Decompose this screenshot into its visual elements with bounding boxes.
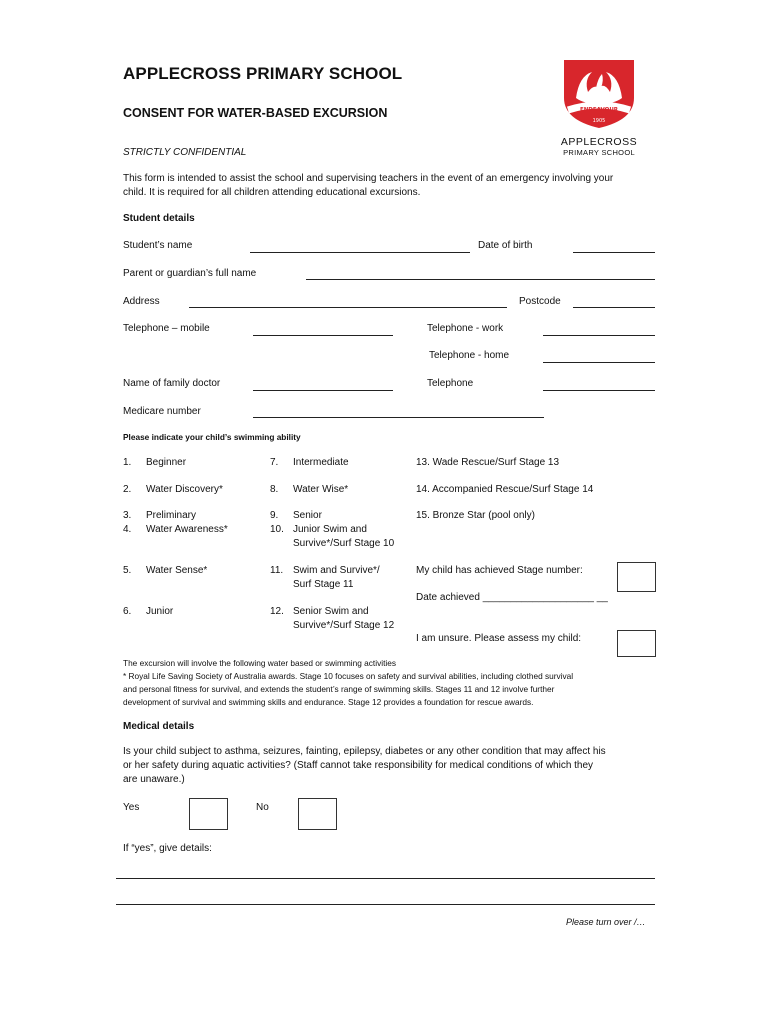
swim-option-swim-survive[interactable]: Swim and Survive*/ bbox=[293, 565, 380, 576]
tel-work-label: Telephone - work bbox=[427, 323, 504, 334]
no-label: No bbox=[256, 802, 269, 813]
turn-over-note: Please turn over /… bbox=[566, 917, 646, 927]
doctor-telephone-field[interactable] bbox=[543, 390, 655, 391]
logo-year: 1905 bbox=[592, 118, 606, 124]
postcode-field[interactable] bbox=[573, 307, 655, 308]
doctor-field[interactable] bbox=[253, 390, 393, 391]
intro-line-1: This form is intended to assist the school and supervising teachers in the event of an emergency involving your bbox=[123, 173, 614, 184]
unsure-box[interactable] bbox=[617, 630, 656, 657]
postcode-label: Postcode bbox=[519, 296, 561, 307]
notes-line-2: * Royal Life Saving Society of Australia awards. Stage 10 focuses on safety and survival abilities, including clothed survival bbox=[123, 671, 574, 681]
swim-num: 1. bbox=[123, 457, 132, 468]
doctor-label: Name of family doctor bbox=[123, 378, 221, 389]
school-name: APPLECROSS PRIMARY SCHOOL bbox=[123, 64, 403, 83]
details-line-2[interactable] bbox=[116, 904, 655, 905]
stage-number-box[interactable] bbox=[617, 562, 656, 592]
dob-label: Date of birth bbox=[478, 240, 533, 251]
tel-mobile-label: Telephone – mobile bbox=[123, 323, 210, 334]
swim-num: 9. bbox=[270, 510, 279, 521]
medicare-label: Medicare number bbox=[123, 406, 201, 417]
student-name-field[interactable] bbox=[250, 252, 470, 253]
details-label: If “yes”, give details: bbox=[123, 843, 212, 854]
swim-num: 10. bbox=[270, 524, 284, 535]
parent-name-field[interactable] bbox=[306, 279, 655, 280]
no-checkbox[interactable] bbox=[298, 798, 337, 830]
intro-line-2: child. It is required for all children attending educational excursions. bbox=[123, 187, 421, 198]
medical-heading: Medical details bbox=[123, 721, 195, 732]
swim-option-intermediate[interactable]: Intermediate bbox=[293, 457, 349, 468]
medicare-field[interactable] bbox=[253, 417, 544, 418]
address-field[interactable] bbox=[189, 307, 507, 308]
medical-question-1: Is your child subject to asthma, seizures, fainting, epilepsy, diabetes or any other condition that may affect his bbox=[123, 746, 606, 757]
tel-mobile-field[interactable] bbox=[253, 335, 393, 336]
student-details-heading: Student details bbox=[123, 213, 195, 224]
swim-num: 3. bbox=[123, 510, 132, 521]
parent-name-label: Parent or guardian’s full name bbox=[123, 268, 257, 279]
swim-option-senior-swim[interactable]: Senior Swim and bbox=[293, 606, 369, 617]
swim-num: 8. bbox=[270, 484, 279, 495]
swim-num: 7. bbox=[270, 457, 279, 468]
unsure-label: I am unsure. Please assess my child: bbox=[416, 633, 582, 644]
dob-field[interactable] bbox=[573, 252, 655, 253]
tel-work-field[interactable] bbox=[543, 335, 655, 336]
confidential-label: STRICTLY CONFIDENTIAL bbox=[123, 147, 247, 158]
swim-option-swim-survive-cont: Surf Stage 11 bbox=[293, 579, 354, 590]
medical-question-3: are unaware.) bbox=[123, 774, 185, 785]
crest-icon bbox=[554, 58, 644, 130]
swim-option-water-sense[interactable]: Water Sense* bbox=[146, 565, 208, 576]
swim-option-preliminary[interactable]: Preliminary bbox=[146, 510, 197, 521]
notes-line-1: The excursion will involve the following water based or swimming activities bbox=[123, 658, 396, 668]
student-name-label: Student’s name bbox=[123, 240, 193, 251]
form-title: CONSENT FOR WATER-BASED EXCURSION bbox=[123, 106, 388, 120]
doctor-telephone-label: Telephone bbox=[427, 378, 474, 389]
logo-name-line1: APPLECROSS bbox=[560, 136, 638, 148]
achieved-stage-label: My child has achieved Stage number: bbox=[416, 565, 583, 576]
details-line-1[interactable] bbox=[116, 878, 655, 879]
swim-option-junior[interactable]: Junior bbox=[146, 606, 174, 617]
swim-option-accompanied-rescue[interactable]: 14. Accompanied Rescue/Surf Stage 14 bbox=[416, 484, 594, 495]
swim-option-senior-swim-cont: Survive*/Surf Stage 12 bbox=[293, 620, 395, 631]
medical-question-2: or her safety during aquatic activities? (Staff cannot take responsibility for medical conditions of which they bbox=[123, 760, 594, 771]
yes-checkbox[interactable] bbox=[189, 798, 228, 830]
notes-line-4: development of survival and swimming skills and endurance. Stage 12 provides a foundation for rescue awards. bbox=[123, 697, 534, 707]
swim-option-water-awareness[interactable]: Water Awareness* bbox=[146, 524, 228, 535]
yes-label: Yes bbox=[123, 802, 140, 813]
logo-motto: ENDEAVOUR bbox=[579, 107, 619, 113]
swimming-heading: Please indicate your child’s swimming ability bbox=[123, 432, 301, 442]
date-achieved-label[interactable]: Date achieved ____________________ __ bbox=[416, 592, 608, 603]
swim-option-wade-rescue[interactable]: 13. Wade Rescue/Surf Stage 13 bbox=[416, 457, 560, 468]
tel-home-label: Telephone - home bbox=[429, 350, 510, 361]
swim-option-senior[interactable]: Senior bbox=[293, 510, 322, 521]
swim-num: 5. bbox=[123, 565, 132, 576]
swim-num: 6. bbox=[123, 606, 132, 617]
swim-option-water-wise[interactable]: Water Wise* bbox=[293, 484, 349, 495]
tel-home-field[interactable] bbox=[543, 362, 655, 363]
swim-option-water-discovery[interactable]: Water Discovery* bbox=[146, 484, 223, 495]
swim-option-junior-swim-cont: Survive*/Surf Stage 10 bbox=[293, 538, 395, 549]
school-logo bbox=[554, 58, 644, 158]
swim-num: 11. bbox=[270, 565, 284, 576]
address-label: Address bbox=[123, 296, 160, 307]
swim-option-junior-swim[interactable]: Junior Swim and bbox=[293, 524, 367, 535]
swim-num: 2. bbox=[123, 484, 132, 495]
notes-line-3: and personal fitness for survival, and extends the student’s range of swimming skills. Stages 11 and 12 involve further bbox=[123, 684, 555, 694]
logo-name-line2: PRIMARY SCHOOL bbox=[563, 148, 635, 157]
swim-num: 4. bbox=[123, 524, 132, 535]
swim-option-bronze-star[interactable]: 15. Bronze Star (pool only) bbox=[416, 510, 535, 521]
swim-option-beginner[interactable]: Beginner bbox=[146, 457, 187, 468]
swim-num: 12. bbox=[270, 606, 284, 617]
